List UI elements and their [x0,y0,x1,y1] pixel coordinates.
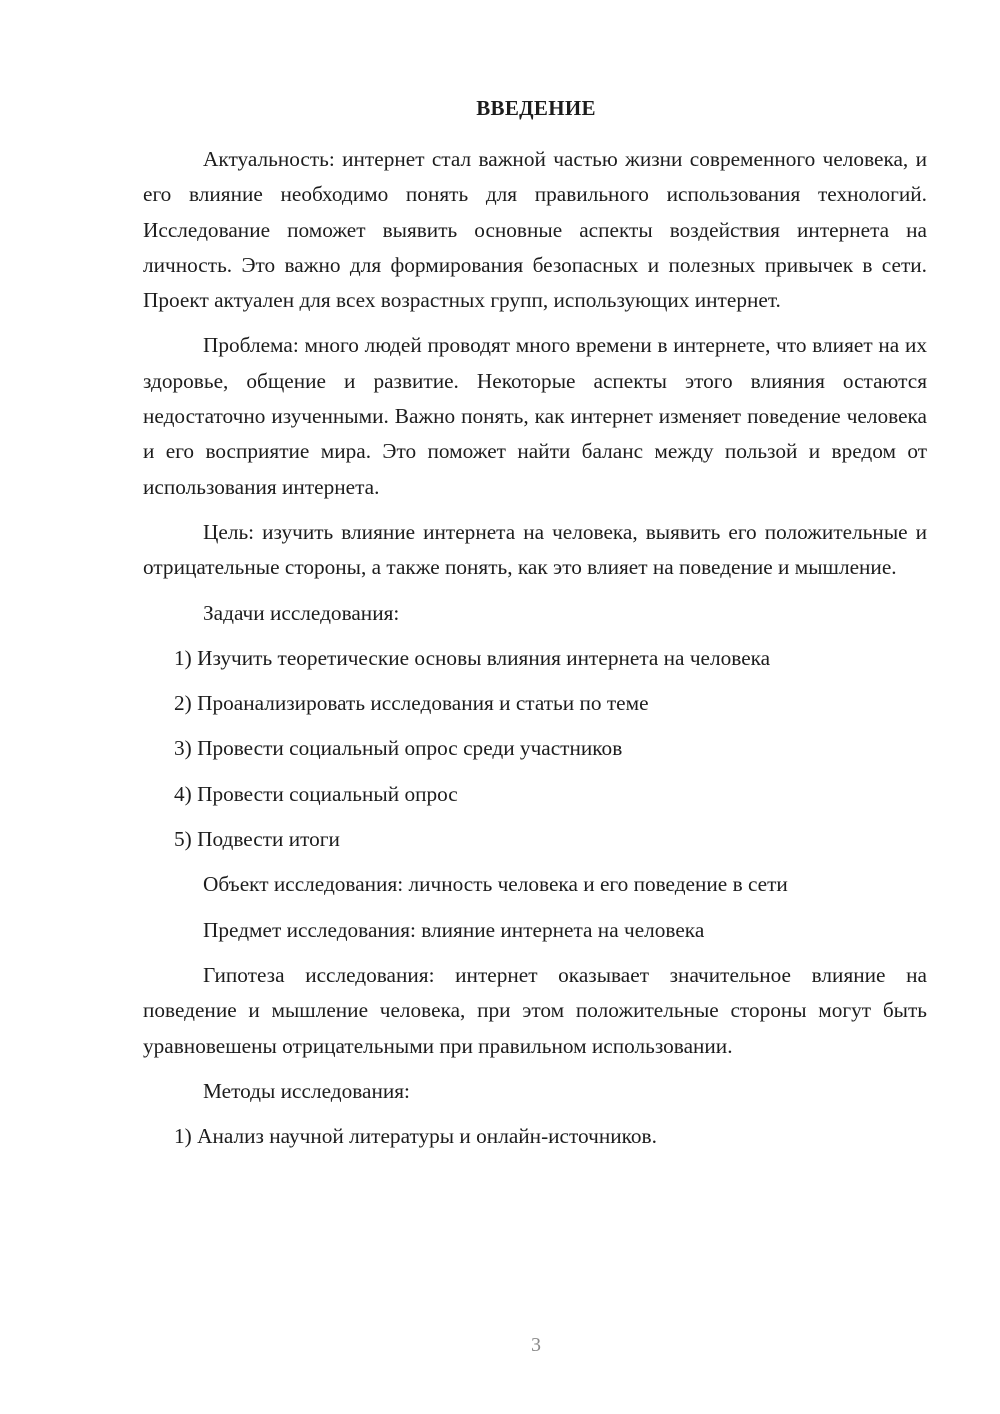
methods-title: Методы исследования: [203,1078,410,1103]
document-body [143,142,927,1164]
tasks-title: Задачи исследования: [203,600,400,625]
task-item: 5) Подвести итоги [174,827,340,852]
task-item: 4) Провести социальный опрос [174,781,458,806]
section-heading: ВВЕДЕНИЕ [476,96,596,120]
goal-paragraph: Цель: изучить влияние интернета на человека, выявить его положительные и отрицательные стороны, а также понять, как это влияет на поведение и мышление. [143,519,927,580]
hypothesis-paragraph: Гипотеза исследования: интернет оказывает значительное влияние на поведение и мышление человека, при этом положительные стороны могут быть уравновешены отрицательными при правильном использовании. [143,962,927,1058]
problem-paragraph: Проблема: много людей проводят много времени в интернете, что влияет на их здоровье, общение и развитие. Некоторые аспекты этого влияния остаются недостаточно изученными. Важно понять, как интернет изменяет поведение человека и его восприятие мира. Это поможет найти баланс между пользой и вредом от использования интернета. [143,333,927,499]
task-item: 1) Изучить теоретические основы влияния интернета на человека [174,645,771,670]
object-paragraph: Объект исследования: личность человека и его поведение в сети [203,872,788,897]
method-item: 1) Анализ научной литературы и онлайн-источников. [174,1124,657,1149]
page-number: 3 [531,1334,541,1356]
subject-paragraph: Предмет исследования: влияние интернета на человека [203,917,705,942]
relevance-paragraph: Актуальность: интернет стал важной частью жизни современного человека, и его влияние необходимо понять для правильного использования технологий. Исследование поможет выявить основные аспекты воздействия интернета на личность. Это важно для формирования безопасных и полезных привычек в сети. Проект актуален для всех возрастных групп, использующих интернет. [143,147,927,313]
task-item: 3) Провести социальный опрос среди участников [174,736,623,761]
task-item: 2) Проанализировать исследования и статьи по теме [174,691,649,716]
